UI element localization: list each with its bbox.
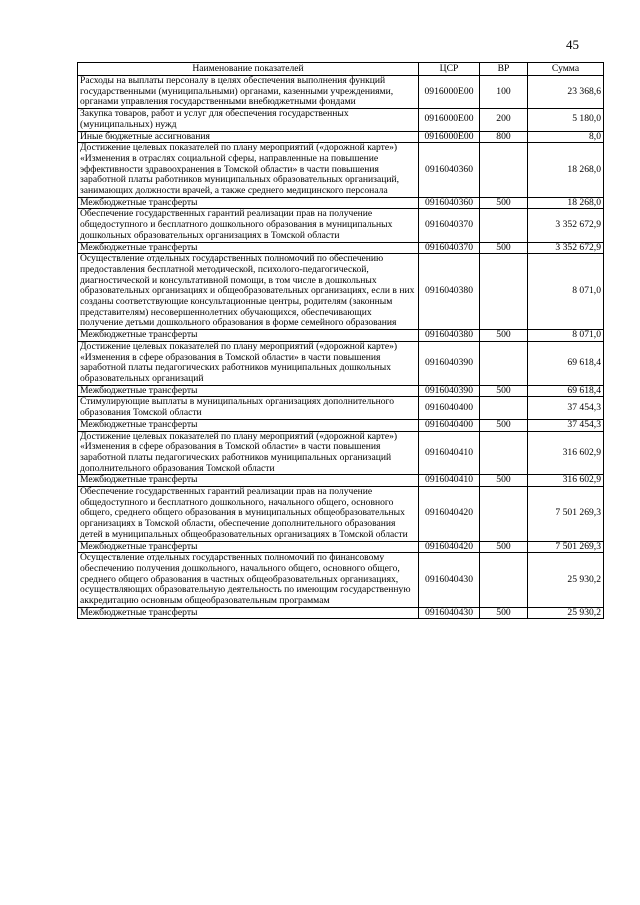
cell-csr: 0916040430: [419, 607, 480, 619]
cell-name: Расходы на выплаты персоналу в целях обеспечения выполнения функций государственными (муниципальными) органами, казенными учреждениями, органами управления государственными внебюджетными фондами: [78, 76, 419, 109]
cell-vr: 500: [480, 330, 528, 342]
table-row: [78, 254, 604, 330]
table-row: [78, 131, 604, 143]
cell-name: Стимулирующие выплаты в муниципальных организациях дополнительного образования Томской области: [78, 397, 419, 419]
table-row: [78, 607, 604, 619]
cell-name: Достижение целевых показателей по плану мероприятий («дорожной карте») «Изменения в отраслях социальной сферы, направленные на повышение эффективности здравоохранения в Томской области» в части повышения заработной платы работников муниципальных образовательных организаций, занимающих должности врачей, а также среднего медицинского персонала: [78, 143, 419, 198]
cell-csr: 0916040380: [419, 254, 480, 330]
table-row: [78, 209, 604, 242]
cell-csr: 0916040370: [419, 209, 480, 242]
cell-csr: 0916040370: [419, 242, 480, 254]
cell-name: Межбюджетные трансферты: [78, 330, 419, 342]
table-row: [78, 197, 604, 209]
cell-csr: 0916040360: [419, 143, 480, 198]
cell-name: Обеспечение государственных гарантий реализации прав на получение общедоступного и бесплатного дошкольного образования в муниципальных дошкольных образовательных организациях в Томской области: [78, 209, 419, 242]
cell-csr: 0916040380: [419, 330, 480, 342]
cell-name: Обеспечение государственных гарантий реализации прав на получение общедоступного и бесплатного дошкольного, начального общего, основного общего, среднего общего образования в муниципальных общеобразовательных организациях в Томской области, обеспечение дополнительного образования детей в муниципальных общеобразовательных организациях в Томской области: [78, 487, 419, 542]
column-header-vr: ВР: [480, 63, 528, 76]
cell-csr: 0916040430: [419, 553, 480, 608]
cell-vr: [480, 143, 528, 198]
cell-name: Осуществление отдельных государственных полномочий по финансовому обеспечению получения дошкольного, начального общего, основного общего, среднего общего образования в частных общеобразовательных организациях, осуществляющих образовательную деятельность по имеющим государственную аккредитацию основным общеобразовательным программам: [78, 553, 419, 608]
cell-name: Межбюджетные трансферты: [78, 475, 419, 487]
cell-name: Достижение целевых показателей по плану мероприятий («дорожной карте») «Изменения в сфере образования в Томской области» в части повышения заработной платы педагогических работников муниципальных дошкольных образовательных организаций: [78, 341, 419, 385]
cell-sum: 69 618,4: [528, 341, 604, 385]
table-row: [78, 419, 604, 431]
cell-name: Закупка товаров, работ и услуг для обеспечения государственных (муниципальных) нужд: [78, 109, 419, 131]
column-header-csr: ЦСР: [419, 63, 480, 76]
column-header-name: Наименование показателей: [78, 63, 419, 76]
cell-sum: 3 352 672,9: [528, 242, 604, 254]
cell-csr: 0916040390: [419, 385, 480, 397]
cell-vr: 500: [480, 419, 528, 431]
table-row: [78, 475, 604, 487]
budget-table: [77, 62, 604, 619]
cell-name: Межбюджетные трансферты: [78, 541, 419, 553]
cell-vr: 800: [480, 131, 528, 143]
table-row: [78, 143, 604, 198]
cell-name: Осуществление отдельных государственных полномочий по обеспечению предоставления бесплатной методической, психолого-педагогической, диагностической и консультативной помощи, в том числе в дошкольных образовательных организациях и общеобразовательных организациях, если в них созданы соответствующие консультационные центры, родителям (законным представителям) несовершеннолетних обучающихся, обеспечивающих получение детьми дошкольного образования в форме семейного образования: [78, 254, 419, 330]
page-number: 45: [566, 37, 579, 52]
cell-csr: 0916040410: [419, 431, 480, 475]
cell-csr: 0916000Е00: [419, 131, 480, 143]
cell-sum: 23 368,6: [528, 76, 604, 109]
cell-csr: 0916000Е00: [419, 109, 480, 131]
cell-sum: 7 501 269,3: [528, 541, 604, 553]
cell-sum: 8 071,0: [528, 330, 604, 342]
cell-sum: 7 501 269,3: [528, 487, 604, 542]
cell-csr: 0916040400: [419, 397, 480, 419]
cell-sum: 8 071,0: [528, 254, 604, 330]
cell-vr: [480, 431, 528, 475]
table-row: [78, 330, 604, 342]
cell-csr: 0916000Е00: [419, 76, 480, 109]
cell-sum: 37 454,3: [528, 397, 604, 419]
table-row: [78, 553, 604, 608]
cell-csr: 0916040400: [419, 419, 480, 431]
cell-vr: 500: [480, 607, 528, 619]
cell-sum: 18 268,0: [528, 143, 604, 198]
cell-sum: 69 618,4: [528, 385, 604, 397]
cell-sum: 3 352 672,9: [528, 209, 604, 242]
cell-csr: 0916040390: [419, 341, 480, 385]
cell-name: Межбюджетные трансферты: [78, 419, 419, 431]
cell-name: Межбюджетные трансферты: [78, 607, 419, 619]
cell-vr: [480, 487, 528, 542]
cell-sum: 25 930,2: [528, 553, 604, 608]
cell-sum: 8,0: [528, 131, 604, 143]
table-row: [78, 385, 604, 397]
table-row: [78, 397, 604, 419]
table-body: [78, 76, 604, 619]
cell-name: Иные бюджетные ассигнования: [78, 131, 419, 143]
column-header-sum: Сумма: [528, 63, 604, 76]
cell-vr: 500: [480, 385, 528, 397]
cell-vr: 500: [480, 475, 528, 487]
table-row: [78, 242, 604, 254]
cell-vr: [480, 254, 528, 330]
cell-name: Достижение целевых показателей по плану мероприятий («дорожной карте») «Изменения в сфере образования в Томской области» в части повышения заработной платы педагогических работников муниципальных организаций дополнительного образования Томской области: [78, 431, 419, 475]
cell-csr: 0916040410: [419, 475, 480, 487]
table-row: [78, 109, 604, 131]
cell-vr: 500: [480, 242, 528, 254]
cell-csr: 0916040420: [419, 487, 480, 542]
cell-vr: [480, 397, 528, 419]
cell-vr: 500: [480, 541, 528, 553]
cell-vr: 100: [480, 76, 528, 109]
table-header: [78, 63, 604, 76]
cell-vr: 500: [480, 197, 528, 209]
cell-sum: 316 602,9: [528, 475, 604, 487]
cell-csr: 0916040420: [419, 541, 480, 553]
cell-sum: 18 268,0: [528, 197, 604, 209]
table-row: [78, 541, 604, 553]
table-row: [78, 487, 604, 542]
table-row: [78, 431, 604, 475]
cell-vr: 200: [480, 109, 528, 131]
cell-sum: 5 180,0: [528, 109, 604, 131]
table-row: [78, 76, 604, 109]
cell-vr: [480, 553, 528, 608]
cell-sum: 316 602,9: [528, 431, 604, 475]
cell-sum: 25 930,2: [528, 607, 604, 619]
cell-sum: 37 454,3: [528, 419, 604, 431]
table-row: [78, 341, 604, 385]
cell-name: Межбюджетные трансферты: [78, 197, 419, 209]
cell-vr: [480, 209, 528, 242]
cell-name: Межбюджетные трансферты: [78, 242, 419, 254]
header-row: [78, 63, 604, 76]
cell-vr: [480, 341, 528, 385]
cell-csr: 0916040360: [419, 197, 480, 209]
cell-name: Межбюджетные трансферты: [78, 385, 419, 397]
